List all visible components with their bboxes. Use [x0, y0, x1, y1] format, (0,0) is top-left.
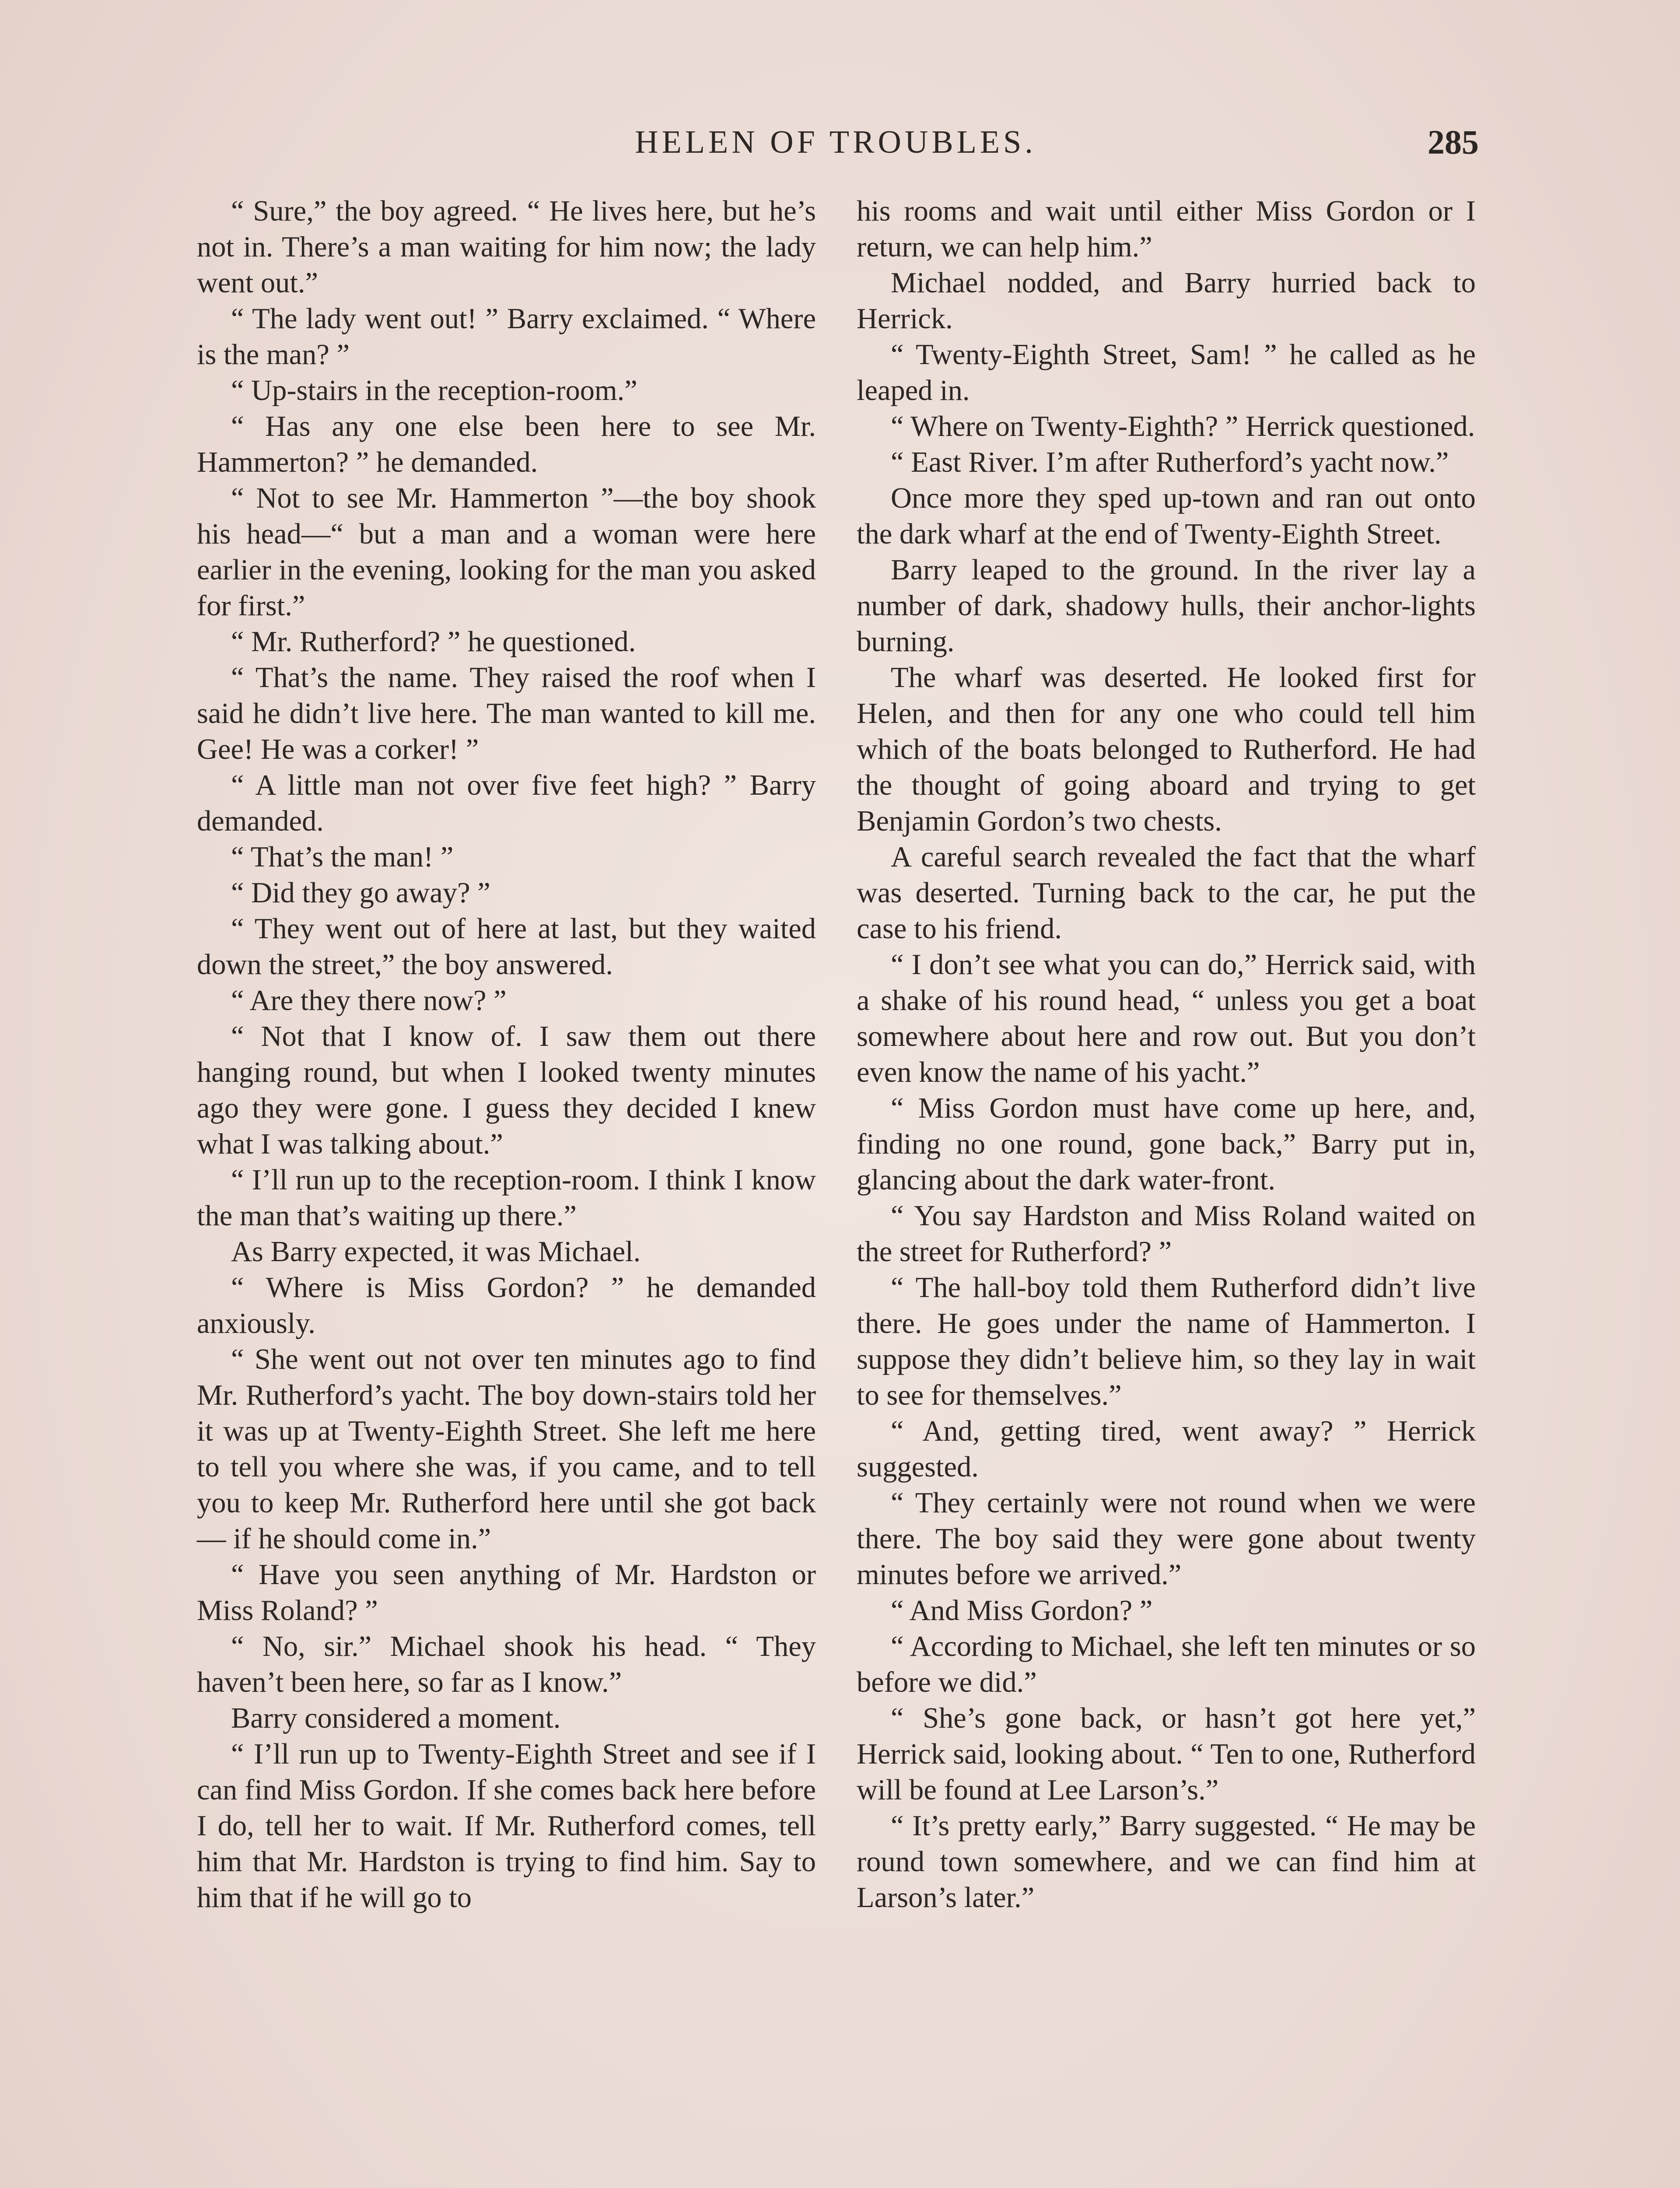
paragraph: “ They went out of here at last, but they waited down the street,” the boy answered.: [197, 913, 816, 981]
paragraph: “ I’ll run up to Twenty-Eighth Street and see if I can find Miss Gordon. If she comes back here before I do, tell her to wait. If Mr. Rutherford comes, tell him that Mr. Hardston is trying to find him. Say to him that if he will go to: [197, 1738, 816, 1914]
paragraph: “ Sure,” the boy agreed. “ He lives here, but he’s not in. There’s a man waiting for him now; the lady went out.”: [197, 195, 816, 299]
paragraph: “ No, sir.” Michael shook his head. “ They haven’t been here, so far as I know.”: [197, 1630, 816, 1698]
paragraph: “ I don’t see what you can do,” Herrick said, with a shake of his round head, “ unless you get a boat somewhere about here and row out. But you don’t even know the name of his yacht.”: [857, 949, 1476, 1088]
paragraph: The wharf was deserted. He looked first for Helen, and then for any one who could tell him which of the boats belonged to Rutherford. He had the thought of going aboard and trying to get Benjamin Gordon’s two chests.: [857, 662, 1476, 837]
paragraph: “ She went out not over ten minutes ago to find Mr. Rutherford’s yacht. The boy down-stairs told her it was up at Twenty-Eighth Street. She left me here to tell you where she was, if you came, and to tell you to keep Mr. Rutherford here until she got back — if he should come in.”: [197, 1343, 816, 1555]
paragraph: As Barry expected, it was Michael.: [231, 1236, 641, 1268]
paragraph: “ Where on Twenty-Eighth? ” Herrick questioned.: [891, 410, 1475, 442]
paragraph: “ Not to see Mr. Hammerton ”—the boy shook his head—“ but a man and a woman were here earlier in the evening, looking for the man you asked for first.”: [197, 482, 816, 622]
paragraph: “ Up-stairs in the reception-room.”: [231, 375, 637, 407]
paragraph: “ Twenty-Eighth Street, Sam! ” he called as he leaped in.: [857, 339, 1476, 407]
left-text-column: [197, 193, 816, 1916]
paragraph: Barry leaped to the ground. In the river lay a number of dark, shadowy hulls, their anchor-lights burning.: [857, 554, 1476, 658]
running-title: HELEN OF TROUBLES.: [635, 124, 1036, 160]
page-number: 285: [1428, 123, 1479, 161]
paragraph: “ The lady went out! ” Barry exclaimed. “ Where is the man? ”: [197, 303, 816, 371]
paragraph: “ They certainly were not round when we were there. The boy said they were gone about twenty minutes before we arrived.”: [857, 1487, 1476, 1591]
paragraph: “ Not that I know of. I saw them out there hanging round, but when I looked twenty minutes ago they were gone. I guess they decided I knew what I was talking about.”: [197, 1020, 816, 1160]
paragraph: “ Has any one else been here to see Mr. Hammerton? ” he demanded.: [197, 410, 816, 478]
paragraph: “ Did they go away? ”: [231, 877, 490, 909]
paragraph: “ The hall-boy told them Rutherford didn’t live there. He goes under the name of Hammerton. I suppose they didn’t believe him, so they lay in wait to see for themselves.”: [857, 1272, 1476, 1411]
paragraph: “ It’s pretty early,” Barry suggested. “ He may be round town somewhere, and we can find him at Larson’s later.”: [857, 1810, 1476, 1914]
paragraph: “ You say Hardston and Miss Roland waited on the street for Rutherford? ”: [857, 1200, 1476, 1268]
paragraph: “ Miss Gordon must have come up here, and, finding no one round, gone back,” Barry put in, glancing about the dark water-front.: [857, 1092, 1476, 1196]
paragraph: his rooms and wait until either Miss Gordon or I return, we can help him.”: [857, 195, 1476, 263]
paragraph: “ That’s the name. They raised the roof when I said he didn’t live here. The man wanted to kill me. Gee! He was a corker! ”: [197, 662, 816, 765]
paragraph: “ She’s gone back, or hasn’t got here yet,” Herrick said, looking about. “ Ten to one, Rutherford will be found at Lee Larson’s.”: [857, 1702, 1476, 1806]
paragraph: A careful search revealed the fact that the wharf was deserted. Turning back to the car, he put the case to his friend.: [857, 841, 1476, 945]
paragraph: “ Have you seen anything of Mr. Hardston or Miss Roland? ”: [197, 1559, 816, 1627]
right-text-column: [857, 193, 1476, 1916]
paragraph: Barry considered a moment.: [231, 1702, 561, 1734]
paragraph: “ Where is Miss Gordon? ” he demanded anxiously.: [197, 1272, 816, 1339]
paragraph: “ And, getting tired, went away? ” Herrick suggested.: [857, 1415, 1476, 1483]
page-header: [192, 118, 1479, 171]
paragraph: Once more they sped up-town and ran out onto the dark wharf at the end of Twenty-Eighth Street.: [857, 482, 1476, 550]
paragraph: “ A little man not over five feet high? ” Barry demanded.: [197, 769, 816, 837]
paragraph: Michael nodded, and Barry hurried back to Herrick.: [857, 267, 1476, 335]
paragraph: “ And Miss Gordon? ”: [891, 1595, 1153, 1627]
paragraph: “ That’s the man! ”: [231, 841, 454, 873]
paragraph: “ East River. I’m after Rutherford’s yacht now.”: [891, 446, 1449, 478]
paragraph: “ I’ll run up to the reception-room. I think I know the man that’s waiting up there.”: [197, 1164, 816, 1232]
paragraph: “ Are they there now? ”: [231, 985, 507, 1017]
paragraph: “ According to Michael, she left ten minutes or so before we did.”: [857, 1630, 1476, 1698]
paragraph: “ Mr. Rutherford? ” he questioned.: [231, 626, 636, 658]
